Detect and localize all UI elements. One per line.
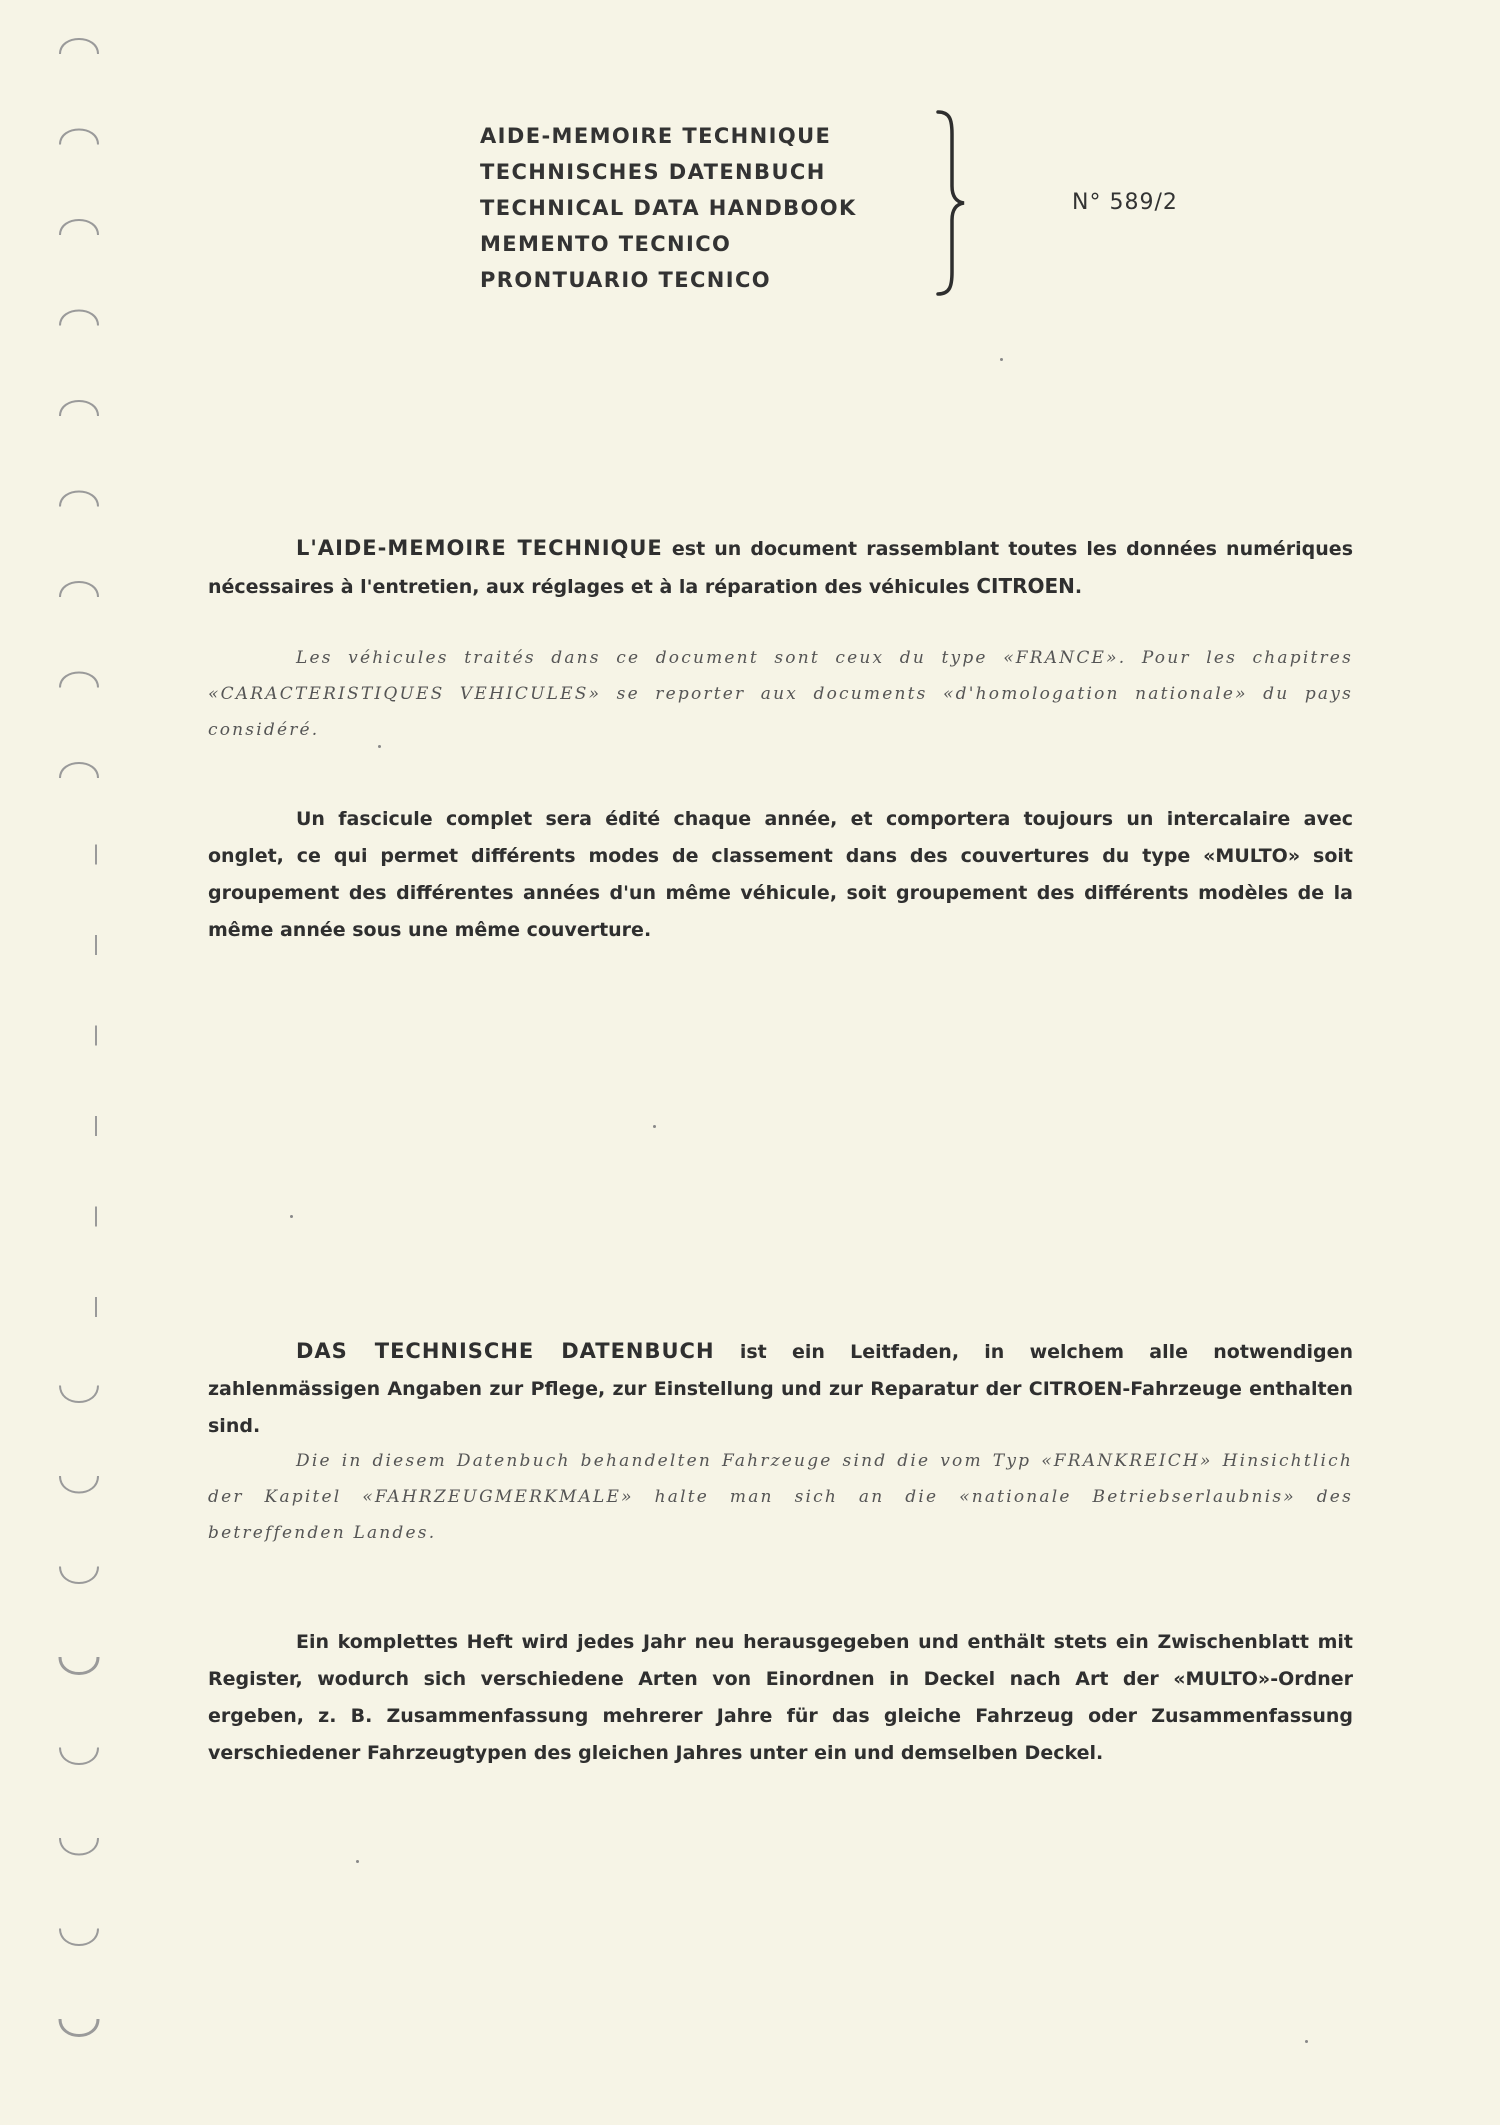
french-intro-paragraph <box>208 530 1353 606</box>
binder-hole-mark <box>60 401 98 416</box>
german-intro-paragraph <box>208 1333 1353 1445</box>
french-intro-brand: CITROEN <box>976 574 1075 598</box>
header-title-block <box>480 118 910 298</box>
title-german: TECHNISCHES DATENBUCH <box>480 160 826 184</box>
paper-speck <box>1305 2040 1308 2043</box>
binder-hole-mark <box>60 763 98 778</box>
title-english: TECHNICAL DATA HANDBOOK <box>480 196 857 220</box>
binder-hole-mark <box>60 1929 98 1946</box>
binder-hole-mark <box>60 1386 98 1403</box>
binder-hole-mark <box>60 311 98 326</box>
binder-hole-mark <box>60 492 98 507</box>
title-italian: PRONTUARIO TECNICO <box>480 268 772 292</box>
binder-hole-marks <box>40 0 150 2121</box>
title-spanish: MEMENTO TECNICO <box>480 232 732 256</box>
german-multo: MULTO <box>1185 1668 1258 1690</box>
title-french: AIDE-MEMOIRE TECHNIQUE <box>480 124 832 148</box>
binder-hole-mark <box>60 130 98 145</box>
french-multo: MULTO <box>1215 845 1288 867</box>
paper-speck <box>290 1215 293 1218</box>
german-intro-text-1: ist ein Leitfaden, in welchem alle notwendigen zahlenmässigen Angaben zur Pflege, zur Einstellung und zur Reparatur der <box>208 1341 1354 1400</box>
french-fascicle-text-2: » soit groupement des différentes années d'un même véhicule, soit groupement des différents modèles de la même année sous une même couverture. <box>208 845 1353 941</box>
german-intro-lead: DAS TECHNISCHE DATENBUCH <box>296 1339 715 1363</box>
binder-hole-mark <box>60 582 98 597</box>
paper-speck <box>356 1860 359 1863</box>
paper-speck <box>653 1125 656 1128</box>
french-intro-lead: L'AIDE-MEMOIRE TECHNIQUE <box>296 536 663 560</box>
binder-hole-mark <box>60 1657 98 1674</box>
german-italic-note: Die in diesem Datenbuch behandelten Fahrzeuge sind die vom Typ «FRANKREICH» Hinsichtlich der Kapitel «FAHRZEUGMERKMALE» halte man sich an die «nationale Betriebserlaubnis» des betreffenden Landes. <box>208 1451 1353 1543</box>
binder-hole-mark <box>60 1567 98 1584</box>
german-booklet-paragraph <box>208 1624 1353 1772</box>
binder-hole-mark <box>60 1476 98 1493</box>
german-booklet-text-1: Ein komplettes Heft wird jedes Jahr neu herausgegeben und enthält stets ein Zwischenblatt mit Register, wodurch sich verschiedene Arten von Einordnen in Deckel nach Art der « <box>208 1631 1353 1690</box>
french-italic-note: Les véhicules traités dans ce document sont ceux du type «FRANCE». Pour les chapitres «CARACTERISTIQUES VEHICULES» se reporter aux documents «d'homologation nationale» du pays considéré. <box>208 648 1353 740</box>
french-fascicle-paragraph <box>208 801 1353 949</box>
binder-hole-mark <box>60 220 98 235</box>
binder-hole-mark <box>60 1748 98 1765</box>
german-intro-text-2: -Fahrzeuge enthalten sind. <box>208 1378 1353 1437</box>
binder-hole-mark <box>60 2019 98 2036</box>
curly-brace-icon <box>930 108 970 298</box>
binder-hole-mark <box>60 39 98 54</box>
german-intro-brand: CITROEN <box>1028 1378 1123 1400</box>
french-intro-text: est un document rassemblant toutes les données numériques nécessaires à l'entretien, aux réglages et à la réparation des véhicules <box>208 538 1354 598</box>
paper-speck <box>1000 358 1003 361</box>
german-booklet-text-2: »-Ordner ergeben, z. B. Zusammenfassung mehrerer Jahre für das gleiche Fahrzeug oder Zusammenfassung verschiedener Fahrzeugtypen des gleichen Jahres unter ein und demselben Deckel. <box>208 1668 1353 1764</box>
french-intro-end: . <box>1074 576 1083 598</box>
binder-hole-mark <box>60 673 98 688</box>
paper-speck <box>378 745 381 748</box>
document-number: N° 589/2 <box>1072 190 1178 215</box>
binder-hole-mark <box>60 1838 98 1855</box>
french-fascicle-text-1: Un fascicule complet sera édité chaque année, et comportera toujours un intercalaire avec onglet, ce qui permet différents modes de classement dans des couvertures du type « <box>208 808 1353 867</box>
